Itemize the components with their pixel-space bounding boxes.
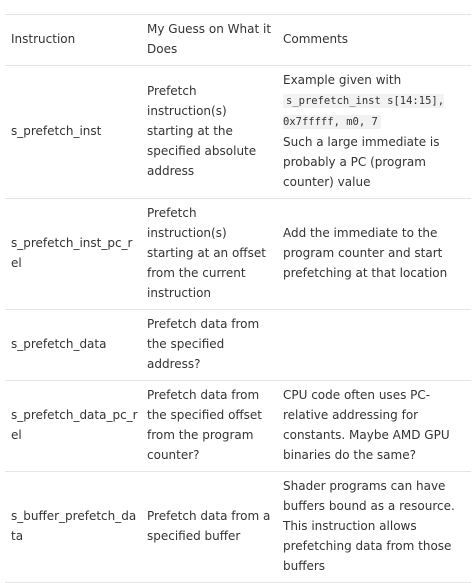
instruction-cell: s_prefetch_inst	[5, 66, 141, 199]
instruction-cell: s_buffer_prefetch_data	[5, 472, 141, 583]
guess-cell: Prefetch instruction(s) starting at an offset from the current instruction	[141, 199, 277, 310]
comment-cell	[277, 66, 471, 199]
table-row	[5, 199, 471, 310]
comment-cell: Shader programs can have buffers bound as a resource. This instruction allows prefetching data from those buffers	[277, 472, 471, 583]
comment-cell	[277, 310, 471, 381]
comment-cell: CPU code often uses PC-relative addressing for constants. Maybe AMD GPU binaries do the same?	[277, 381, 471, 472]
table-row	[5, 381, 471, 472]
header-guess: My Guess on What it Does	[141, 15, 277, 66]
instruction-cell: s_prefetch_data_pc_rel	[5, 381, 141, 472]
comment-cell: Add the immediate to the program counter and start prefetching at that location	[277, 199, 471, 310]
table-row	[5, 472, 471, 583]
table-row	[5, 66, 471, 199]
header-instruction: Instruction	[5, 15, 141, 66]
header-comments: Comments	[277, 15, 471, 66]
guess-cell: Prefetch data from the specified address?	[141, 310, 277, 381]
table-row	[5, 310, 471, 381]
comment-suffix: Such a large immediate is probably a PC (program counter) value	[283, 135, 440, 189]
guess-cell: Prefetch data from a specified buffer	[141, 472, 277, 583]
guess-cell: Prefetch instruction(s) starting at the specified absolute address	[141, 66, 277, 199]
table-header-row	[5, 15, 471, 66]
code-snippet: s_prefetch_inst s[14:15], 0x7fffff, m0, 7	[283, 95, 445, 128]
instruction-cell: s_prefetch_data	[5, 310, 141, 381]
guess-cell: Prefetch data from the specified offset from the program counter?	[141, 381, 277, 472]
instruction-cell: s_prefetch_inst_pc_rel	[5, 199, 141, 310]
comment-prefix: Example given with	[283, 73, 402, 87]
instruction-table	[5, 14, 471, 583]
